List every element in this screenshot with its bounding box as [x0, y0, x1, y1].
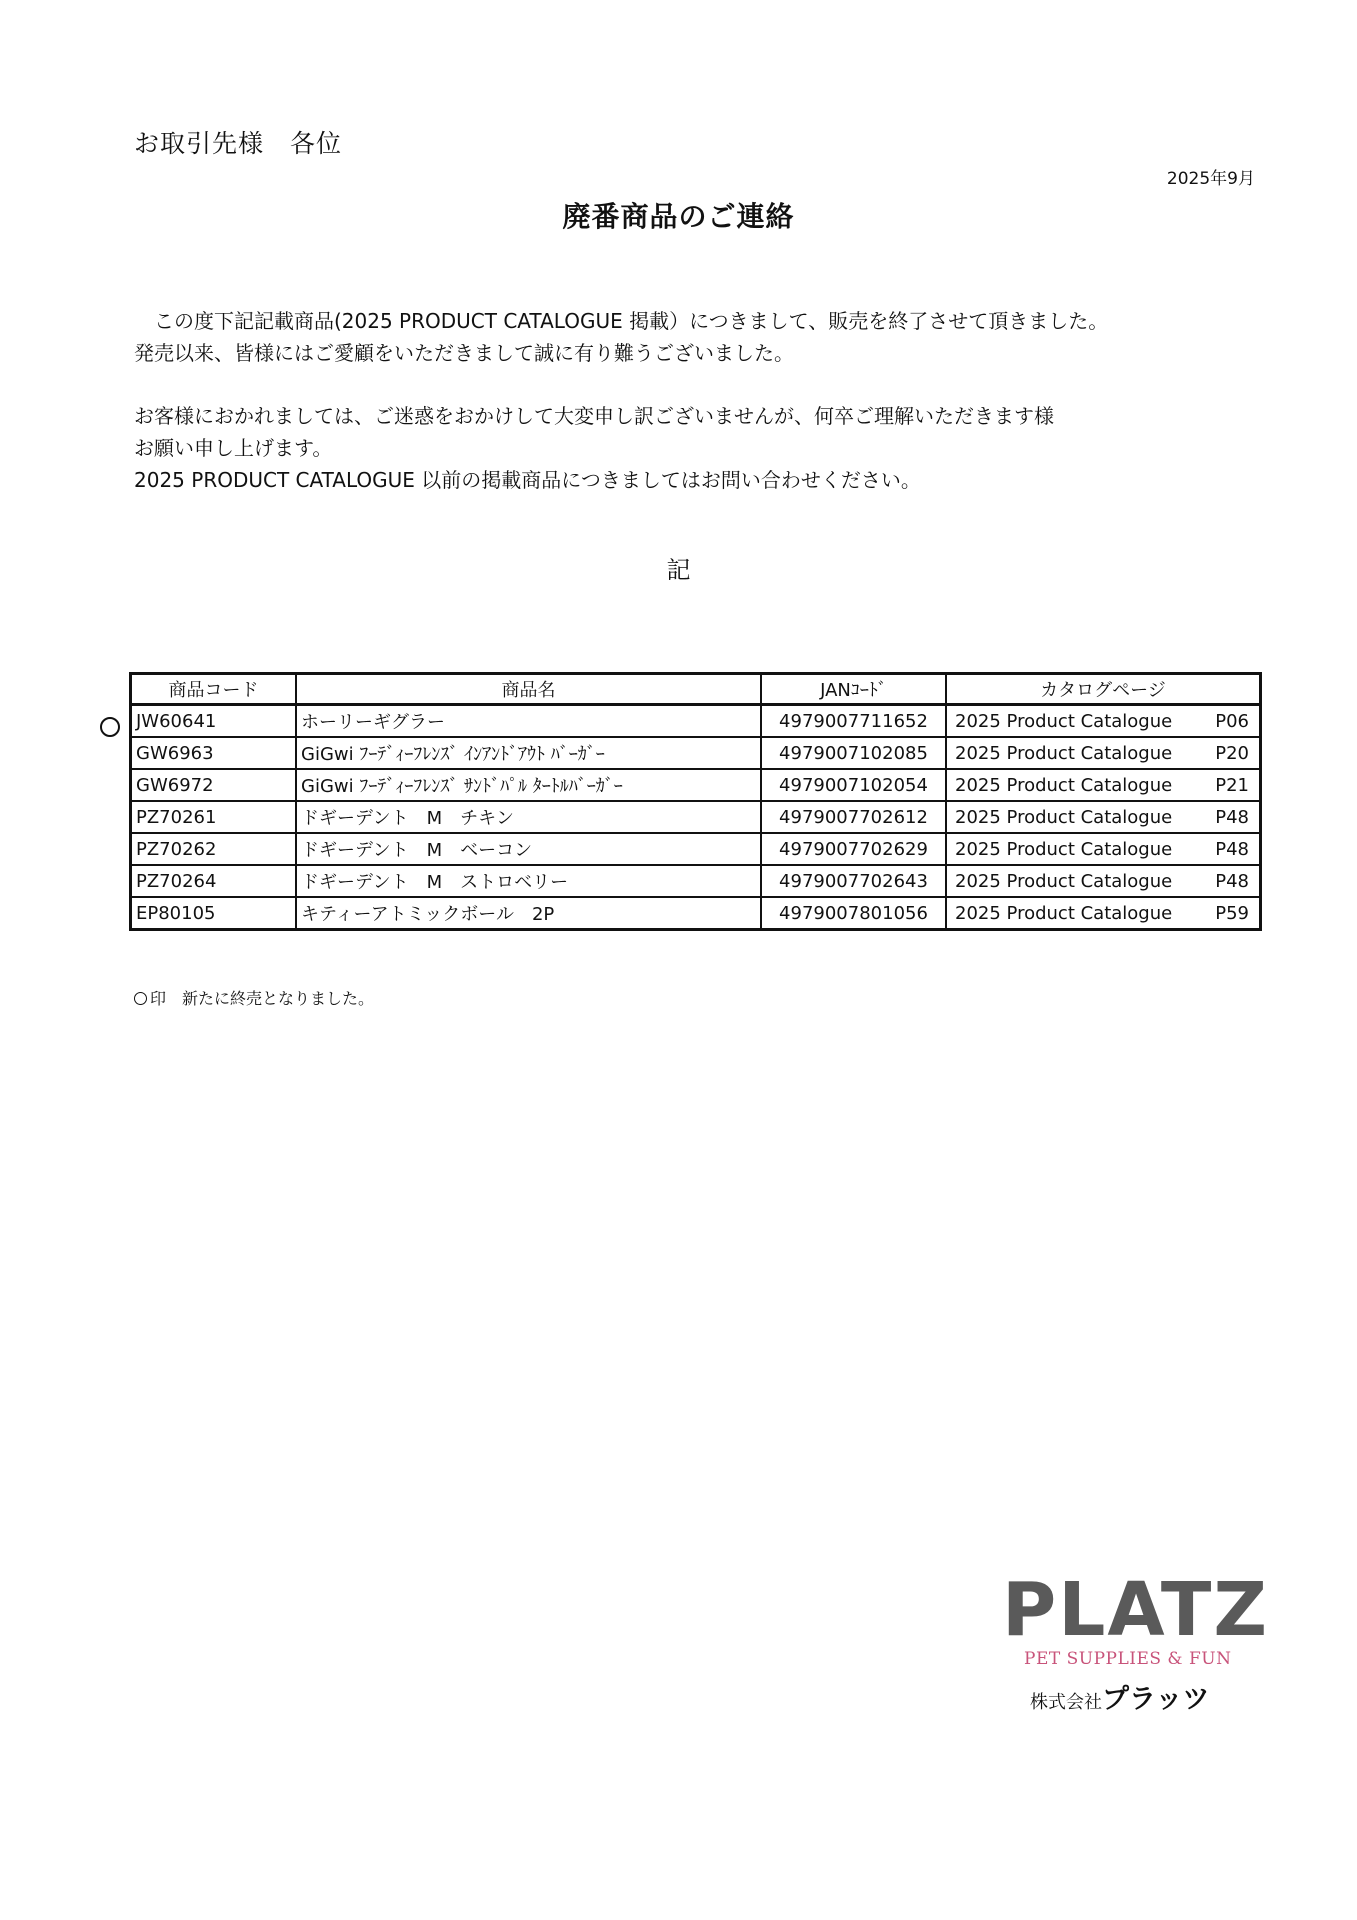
- catalogue-page: P59: [1215, 902, 1249, 924]
- cell-name: キティーアトミックボール 2P: [296, 897, 761, 930]
- catalogue-page: P48: [1215, 806, 1249, 828]
- table-row: [131, 865, 1261, 897]
- cell-jan: 4979007702643: [761, 865, 946, 897]
- catalogue-name: 2025 Product Catalogue: [955, 742, 1173, 764]
- logo-brand: PLATZ: [1002, 1567, 1270, 1653]
- header-code: 商品コード: [131, 674, 297, 705]
- cell-jan: 4979007702629: [761, 833, 946, 865]
- body-line: お願い申し上げます。: [134, 436, 333, 460]
- table-row: [131, 769, 1261, 801]
- cell-jan: 4979007801056: [761, 897, 946, 930]
- table-row: [131, 833, 1261, 865]
- cell-jan: 4979007711652: [761, 705, 946, 738]
- catalogue-page: P06: [1215, 710, 1249, 732]
- body-line: この度下記記載商品(2025 PRODUCT CATALOGUE 掲載）につきまして、販売を終了させて頂きました。: [134, 309, 1109, 333]
- header-name: 商品名: [296, 674, 761, 705]
- catalogue-page: P20: [1215, 742, 1249, 764]
- kigo-heading: 記: [666, 556, 691, 584]
- circle-icon: [134, 992, 147, 1005]
- body-line: お客様におかれましては、ご迷惑をおかけして大変申し訳ございませんが、何卒ご理解いただきます様: [134, 404, 1054, 428]
- cell-catalogue-page: [946, 705, 1261, 738]
- catalogue-name: 2025 Product Catalogue: [955, 806, 1173, 828]
- cell-name: ホーリーギグラー: [296, 705, 761, 738]
- header-jan: JANｺｰﾄﾞ: [761, 674, 946, 705]
- cell-name: GiGwi ﾌｰﾃﾞｨｰﾌﾚﾝｽﾞ ｲﾝｱﾝﾄﾞｱｳﾄ ﾊﾞｰｶﾞｰ: [296, 737, 761, 769]
- cell-jan: 4979007702612: [761, 801, 946, 833]
- header-catalogue-page: カタログページ: [946, 674, 1261, 705]
- cell-name: GiGwi ﾌｰﾃﾞｨｰﾌﾚﾝｽﾞ ｻﾝﾄﾞﾊﾟﾙ ﾀｰﾄﾙﾊﾞｰｶﾞｰ: [296, 769, 761, 801]
- catalogue-name: 2025 Product Catalogue: [955, 870, 1173, 892]
- company-prefix: 株式会社: [1030, 1692, 1102, 1713]
- cell-catalogue-page: [946, 737, 1261, 769]
- discontinued-circle-icon: [100, 717, 120, 737]
- catalogue-page: P21: [1215, 774, 1249, 796]
- cell-code: PZ70264: [131, 865, 297, 897]
- catalogue-page: P48: [1215, 838, 1249, 860]
- cell-name: ドギーデント M ベーコン: [296, 833, 761, 865]
- body-line: 2025 PRODUCT CATALOGUE 以前の掲載商品につきましてはお問い合わせください。: [134, 468, 921, 492]
- cell-name: ドギーデント M ストロベリー: [296, 865, 761, 897]
- cell-code: GW6963: [131, 737, 297, 769]
- cell-catalogue-page: [946, 769, 1261, 801]
- company-name: プラッツ: [1102, 1684, 1210, 1715]
- document-date: 2025年9月: [1166, 169, 1255, 189]
- catalogue-name: 2025 Product Catalogue: [955, 902, 1173, 924]
- cell-jan: 4979007102054: [761, 769, 946, 801]
- catalogue-page: P48: [1215, 870, 1249, 892]
- table-row: [131, 737, 1261, 769]
- table-row: [131, 705, 1261, 738]
- table-row: [131, 801, 1261, 833]
- company-logo: [1002, 1567, 1270, 1716]
- cell-catalogue-page: [946, 833, 1261, 865]
- cell-code: PZ70261: [131, 801, 297, 833]
- catalogue-name: 2025 Product Catalogue: [955, 774, 1173, 796]
- body-line: 発売以来、皆様にはご愛顧をいただきまして誠に有り難うございました。: [134, 341, 794, 365]
- footnote: [134, 986, 374, 1009]
- catalogue-name: 2025 Product Catalogue: [955, 838, 1173, 860]
- cell-jan: 4979007102085: [761, 737, 946, 769]
- cell-catalogue-page: [946, 801, 1261, 833]
- table-header-row: [131, 674, 1261, 705]
- cell-name: ドギーデント M チキン: [296, 801, 761, 833]
- cell-code: GW6972: [131, 769, 297, 801]
- catalogue-name: 2025 Product Catalogue: [955, 710, 1173, 732]
- cell-code: JW60641: [131, 705, 297, 738]
- cell-catalogue-page: [946, 897, 1261, 930]
- footnote-text: 印 新たに終売となりました。: [150, 989, 375, 1008]
- document-title: 廃番商品のご連絡: [562, 200, 795, 233]
- cell-code: PZ70262: [131, 833, 297, 865]
- product-table: [129, 672, 1262, 931]
- logo-tagline: PET SUPPLIES & FUN: [1024, 1649, 1232, 1669]
- addressee: お取引先様 各位: [134, 129, 343, 158]
- logo-company-name: [1002, 1677, 1252, 1716]
- cell-catalogue-page: [946, 865, 1261, 897]
- table-row: [131, 897, 1261, 930]
- cell-code: EP80105: [131, 897, 297, 930]
